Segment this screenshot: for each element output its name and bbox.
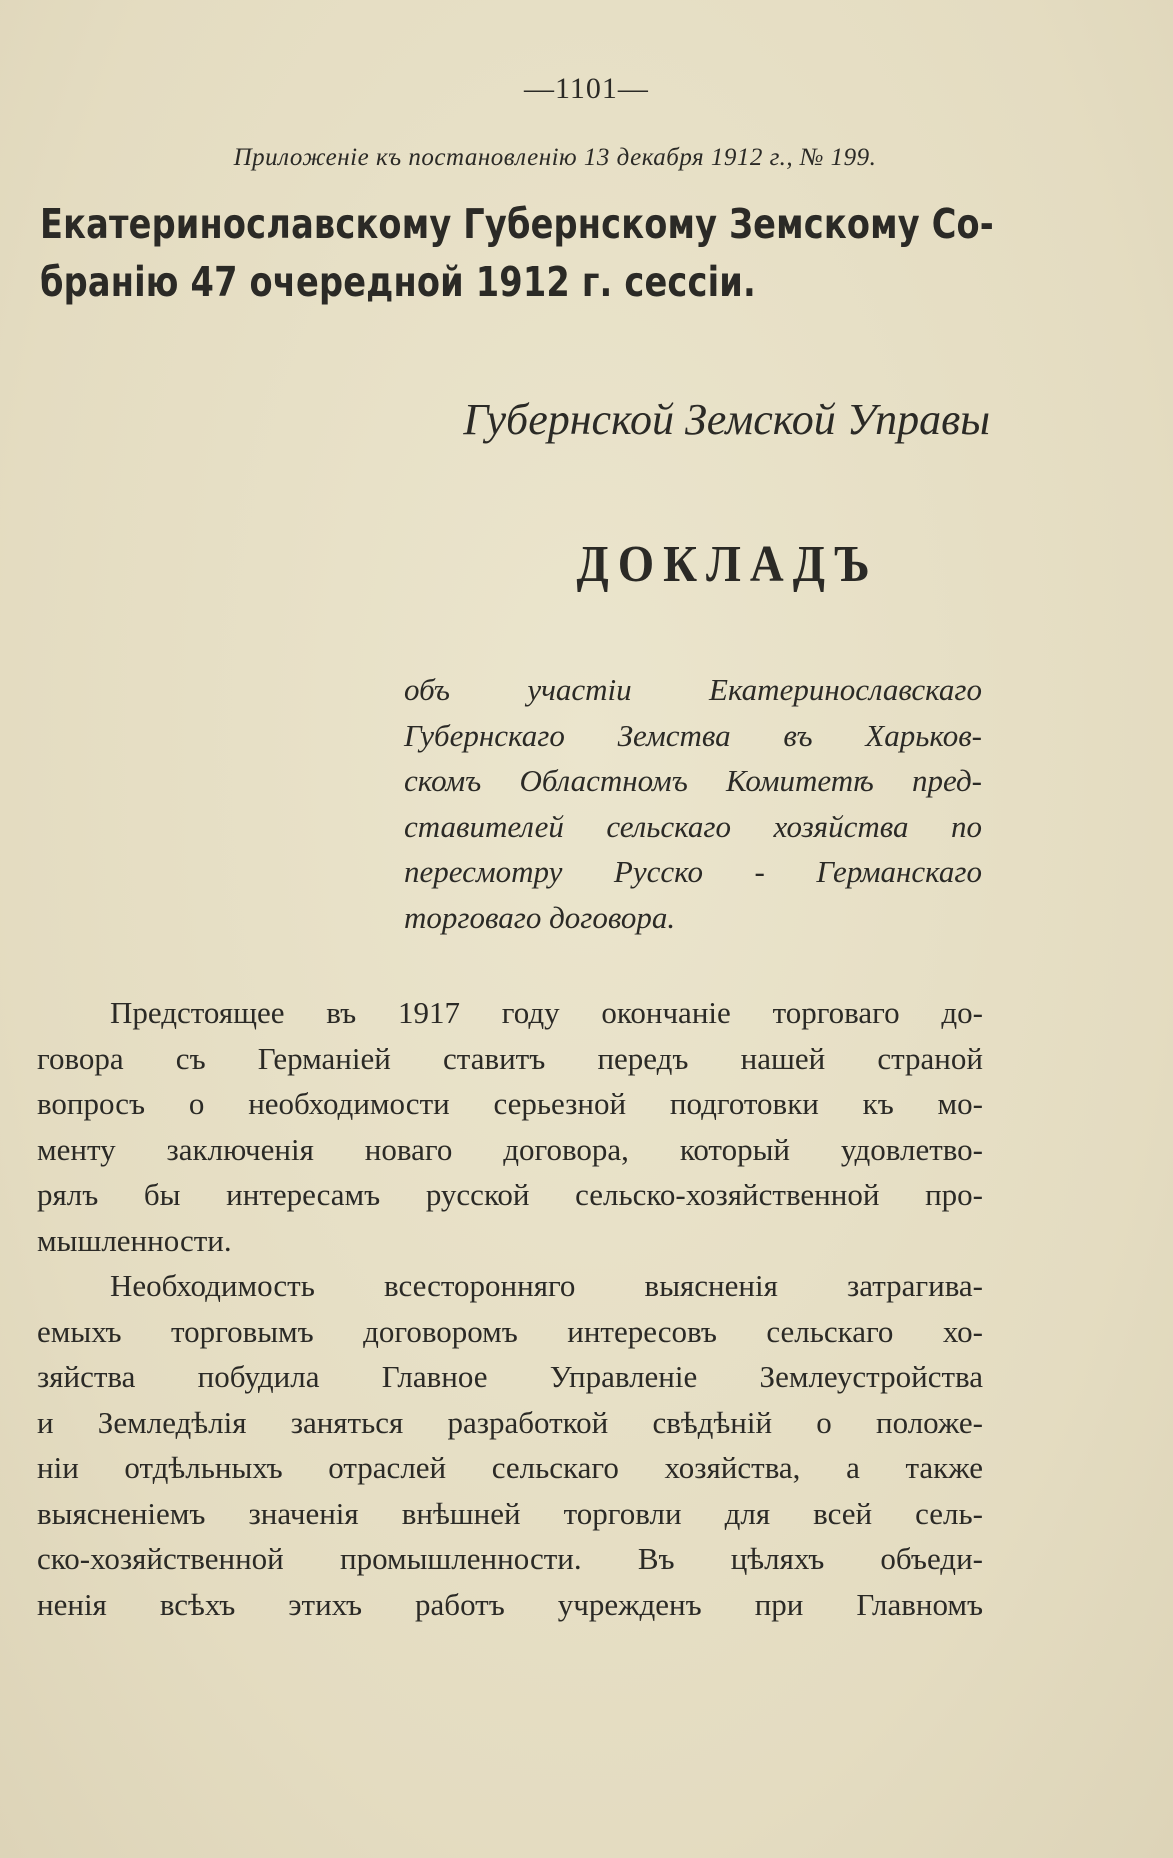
appendix-note: Приложеніе къ постановленію 13 декабря 1912 г., № 199. xyxy=(233,144,877,171)
heading-line: бранію 47 очередной 1912 г. сессіи. xyxy=(40,258,756,306)
subject-line: скомъ Областномъ Комитетѣ пред- xyxy=(404,763,982,798)
paragraph-line: выясненіемъ значенія внѣшней торговли для всей сель- xyxy=(37,1495,983,1531)
paragraph-line: ско-хозяйственной промышленности. Въ цѣляхъ объеди- xyxy=(37,1541,983,1576)
page-number: —1101— xyxy=(524,72,649,105)
paragraph xyxy=(37,1263,983,1627)
paragraph-line: ненія всѣхъ этихъ работъ учрежденъ при Главномъ xyxy=(37,1586,983,1622)
paragraph-line: ніи отдѣльныхъ отраслей сельскаго хозяйства, а также xyxy=(37,1450,983,1485)
paragraph-line: рялъ бы интересамъ русской сельско-хозяйственной про- xyxy=(37,1177,983,1212)
paragraph-line: менту заключенія новаго договора, который удовлетво- xyxy=(37,1131,983,1167)
subject-line: объ участіи Екатеринославскаго xyxy=(404,672,982,707)
body-text xyxy=(37,990,983,1627)
paragraph-line: емыхъ торговымъ договоромъ интересовъ сельскаго хо- xyxy=(37,1313,983,1349)
heading-line: Екатеринославскому Губернскому Земскому Со- xyxy=(40,200,994,248)
paragraph xyxy=(37,990,983,1263)
subject-line: Губернскаго Земства въ Харьков- xyxy=(404,717,982,753)
report-title: ДОКЛАДЪ xyxy=(576,536,879,593)
document-heading xyxy=(40,195,994,311)
paragraph-line: и Земледѣлія заняться разработкой свѣдѣній о положе- xyxy=(37,1404,983,1440)
paragraph-line: зяйства побудила Главное Управленіе Землеустройства xyxy=(37,1359,983,1394)
paragraph-line: Необходимость всесторонняго выясненія затрагива- xyxy=(110,1268,983,1303)
subject-line: торговаго договора. xyxy=(404,899,676,935)
paragraph-line: говора съ Германіей ставитъ передъ нашей страной xyxy=(37,1040,983,1076)
paragraph-line: Предстоящее въ 1917 году окончаніе торговаго до- xyxy=(110,995,983,1030)
subject-line: ставителей сельскаго хозяйства по xyxy=(404,808,982,844)
paragraph-line: мышленности. xyxy=(37,1222,232,1258)
council-name: Губернской Земской Управы xyxy=(463,395,990,444)
paragraph-line: вопросъ о необходимости серьезной подготовки къ мо- xyxy=(37,1086,983,1121)
subject-line: пересмотру Русско - Германскаго xyxy=(404,854,982,889)
report-subject xyxy=(404,667,982,940)
